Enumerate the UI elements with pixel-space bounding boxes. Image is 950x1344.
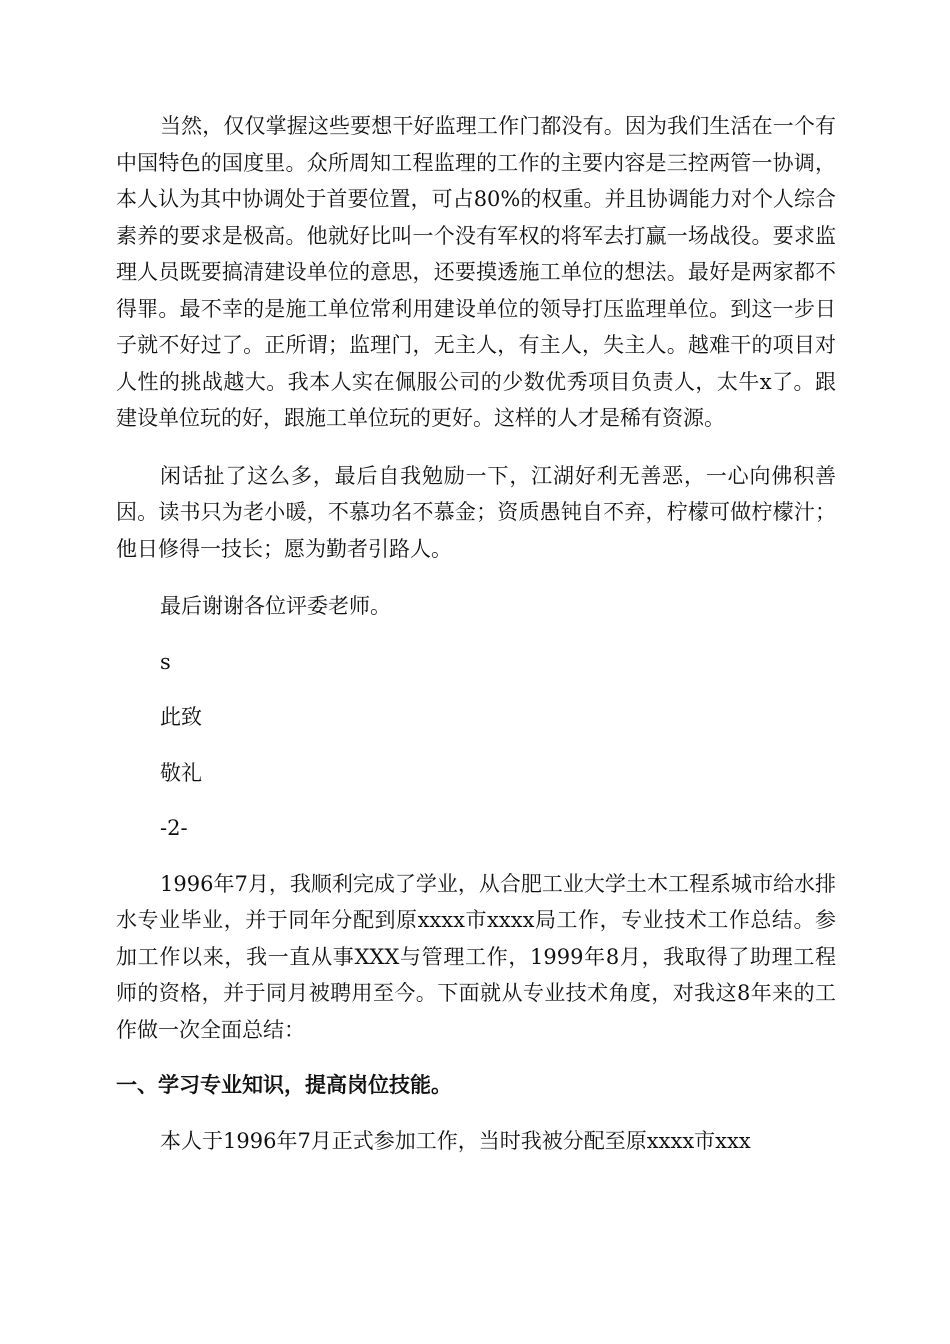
stray-character: s <box>160 649 171 674</box>
paragraph-supervision: 当然，仅仅掌握这些要想干好监理工作门都没有。因为我们生活在一个有中国特色的国度里。众所周知工程监理的工作的主要内容是三控两管一协调，本人认为其中协调处于首要位置，可占80%的权重。并且协调能力对个人综合素养的要求是极高。他就好比叫一个没有军权的将军去打赢一场战役。要求监理人员既要搞清建设单位的意思，还要摸透施工单位的想法。最好是两家都不得罪。最不幸的是施工单位常利用建设单位的领导打压监理单位。到这一步日子就不好过了。正所谓；监理门，无主人，有主人，失主人。越难干的项目对人性的挑战越大。我本人实在佩服公司的少数优秀项目负责人，太牛x了。跟建设单位玩的好，跟施工单位玩的更好。这样的人才是稀有资源。 <box>116 114 836 430</box>
paragraph-section-intro: 本人于1996年7月正式参加工作，当时我被分配至原xxxx市xxx <box>160 1128 751 1153</box>
page-number: -2- <box>160 816 188 840</box>
section-heading: 一、学习专业知识，提高岗位技能。 <box>116 1073 452 1097</box>
closing-regards: 敬礼 <box>160 760 202 785</box>
document-page <box>116 108 836 1180</box>
paragraph-career-summary: 1996年7月，我顺利完成了学业，从合肥工业大学土木工程系城市给水排水专业毕业，并于同年分配到原xxxx市xxxx局工作，专业技术工作总结。参加工作以来，我一直从事XXX与管理工作，1999年8月，我取得了助理工程师的资格，并于同月被聘用至今。下面就从专业技术角度，对我这8年来的工作做一次全面总结： <box>116 871 836 1042</box>
closing-salutation: 此致 <box>160 705 202 729</box>
paragraph-thanks: 最后谢谢各位评委老师。 <box>160 594 391 618</box>
paragraph-self-encouragement: 闲话扯了这么多，最后自我勉励一下，江湖好利无善恶，一心向佛积善因。读书只为老小暖，不慕功名不慕金；资质愚钝自不弃，柠檬可做柠檬汁；他日修得一技长；愿为勤者引路人。 <box>116 463 836 561</box>
